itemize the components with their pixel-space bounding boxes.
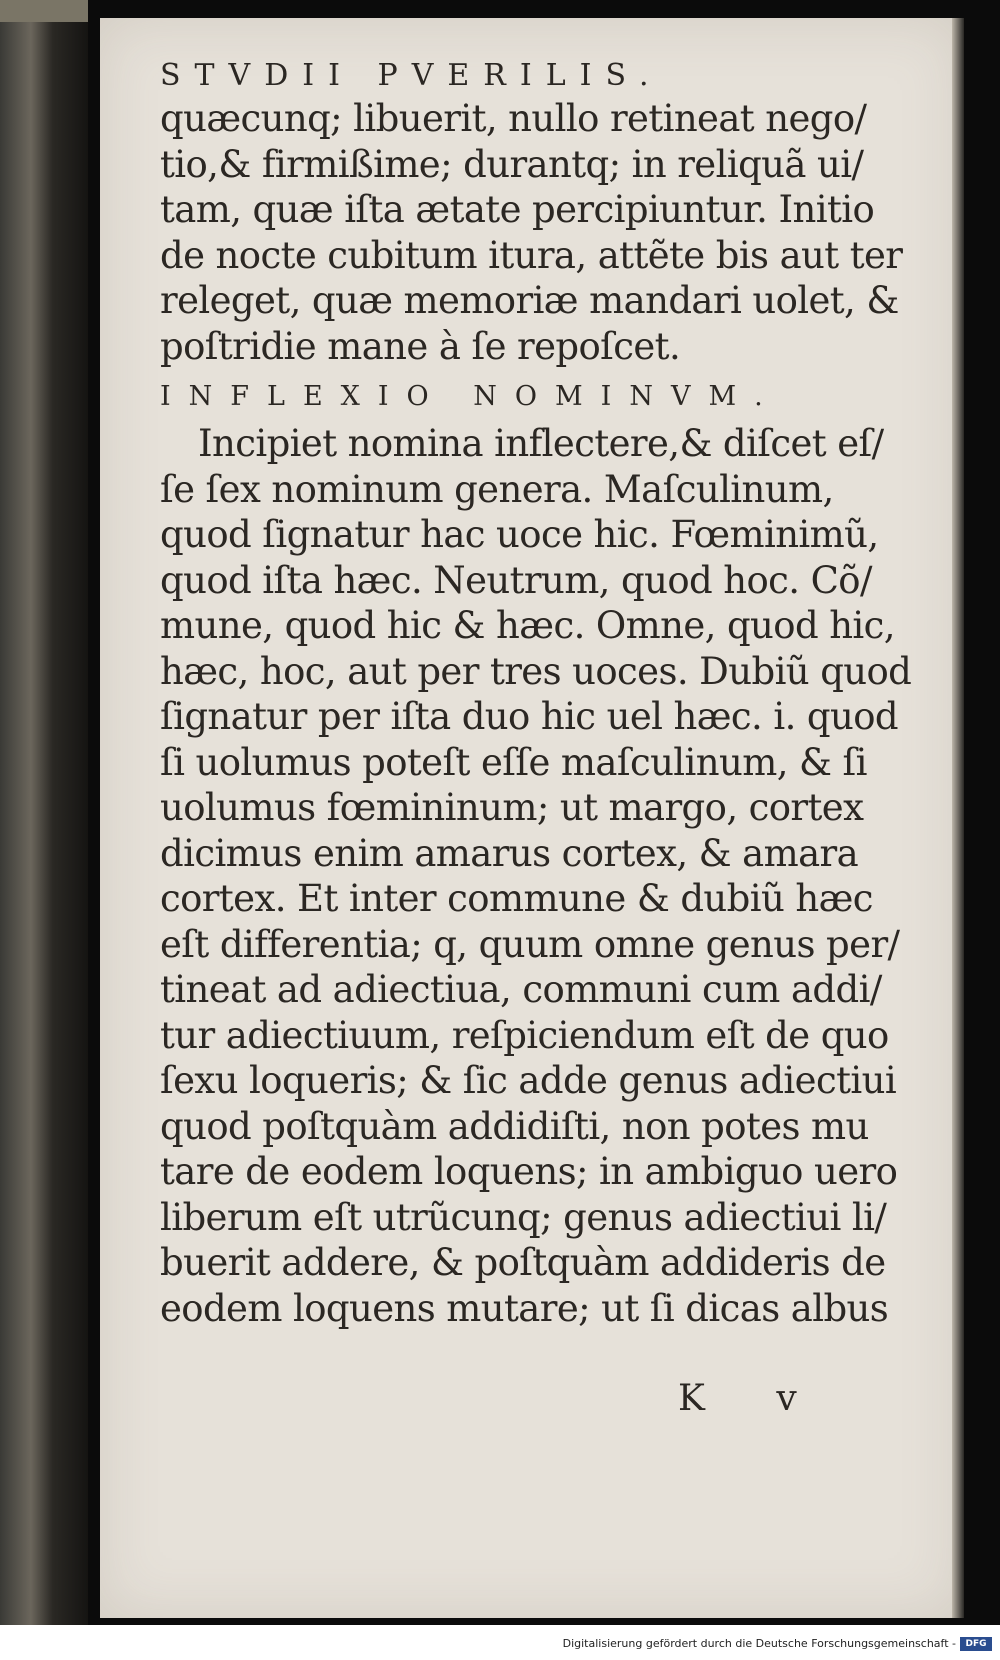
text-line: hæc, hoc, aut per tres uoces. Dubiũ quod bbox=[160, 649, 912, 693]
text-line: quod poſtquàm addidiſti, non potes mu bbox=[160, 1104, 869, 1148]
page-text-block bbox=[160, 56, 912, 1331]
text-line: eodem loquens mutare; ut ſi dicas albus bbox=[160, 1286, 889, 1330]
text-line: quod ſignatur hac uoce hic. Fœminimũ, bbox=[160, 513, 879, 556]
text-line: eſt differentia; q, quum omne genus per/ bbox=[160, 922, 900, 966]
text-line: releget, quæ memoriæ mandari uolet, & bbox=[160, 279, 899, 322]
text-line: de nocte cubitum itura, attẽte bis aut ter bbox=[160, 233, 903, 277]
text-line: tio,& firmißime; durantq; in reliquã ui/ bbox=[160, 142, 864, 186]
text-line: tam, quæ iſta ætate percipiuntur. Initio bbox=[160, 188, 875, 231]
text-line: tare de eodem loquens; in ambiguo uero bbox=[160, 1150, 898, 1193]
text-line: quæcunq; libuerit, nullo retineat nego/ bbox=[160, 97, 867, 140]
text-line: uolumus fœmininum; ut margo, cortex bbox=[160, 786, 864, 829]
text-line: Incipiet nomina inflectere,& diſcet eſ/ bbox=[198, 422, 884, 465]
text-line: tur adiectiuum, reſpiciendum eſt de quo bbox=[160, 1013, 889, 1057]
text-line: ſexu loqueris; & ſic adde genus adiectiui bbox=[160, 1059, 897, 1102]
dfg-logo: DFG bbox=[960, 1637, 992, 1651]
text-line: ſe ſex nominum genera. Maſculinum, bbox=[160, 467, 834, 511]
text-line: mune, quod hic & hæc. Omne, quod hic, bbox=[160, 604, 895, 647]
text-line: buerit addere, & poſtquàm addideris de bbox=[160, 1241, 886, 1284]
book-page bbox=[100, 18, 960, 1618]
footer-credit: Digitalisierung gefördert durch die Deutsche Forschungsgemeinschaft - bbox=[562, 1637, 956, 1650]
book-spine-edge bbox=[0, 0, 88, 1625]
text-line: tineat ad adiectiua, communi cum addi/ bbox=[160, 968, 882, 1011]
signature-mark: K v bbox=[678, 1378, 827, 1419]
text-line: ſignatur per iſta duo hic uel hæc. i. quod bbox=[160, 695, 898, 738]
text-line: cortex. Et inter commune & dubiũ hæc bbox=[160, 877, 873, 920]
page-edge-shadow bbox=[952, 18, 964, 1618]
section-heading: INFLEXIO NOMINVM. bbox=[160, 381, 781, 412]
text-line: quod iſta hæc. Neutrum, quod hoc. Cõ/ bbox=[160, 558, 872, 602]
text-line: dicimus enim amarus cortex, & amara bbox=[160, 831, 859, 875]
text-line: poſtridie mane à ſe repoſcet. bbox=[160, 324, 681, 368]
text-line: liberum eſt utrũcunq; genus adiectiui li/ bbox=[160, 1195, 887, 1239]
text-line: ſi uolumus poteſt eſſe maſculinum, & ſi bbox=[160, 740, 867, 784]
running-head: STVDII PVERILIS. bbox=[160, 58, 663, 93]
